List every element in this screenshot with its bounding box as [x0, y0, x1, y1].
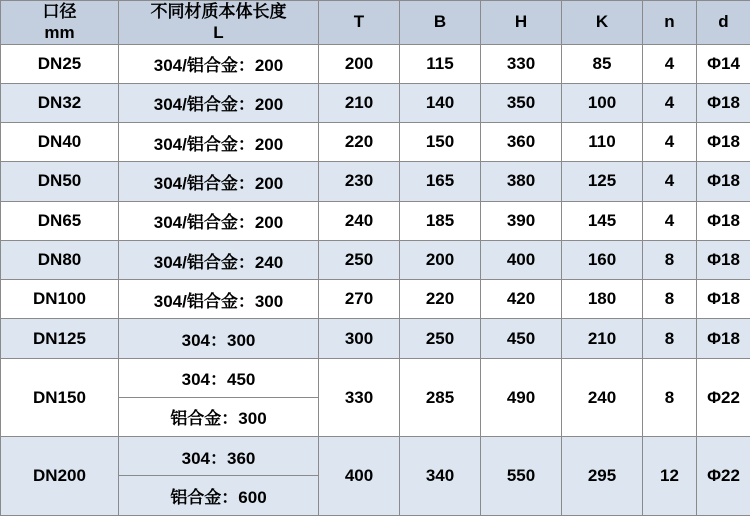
table-row	[1, 358, 750, 437]
cell-bore: DN200	[1, 437, 119, 516]
table-header	[1, 1, 750, 45]
cell-bore: DN100	[1, 280, 119, 319]
header-cell-n: n	[643, 1, 697, 45]
cell-b: 340	[400, 437, 481, 516]
body-length-variant: 304：360	[119, 437, 318, 476]
cell-b: 200	[400, 240, 481, 279]
cell-bore: DN50	[1, 162, 119, 201]
cell-body-length: 304/铝合金：200	[119, 83, 319, 122]
cell-t: 230	[319, 162, 400, 201]
cell-body-length	[119, 358, 319, 437]
cell-h: 420	[481, 280, 562, 319]
cell-body-length: 304：300	[119, 319, 319, 358]
cell-n: 12	[643, 437, 697, 516]
cell-k: 100	[562, 83, 643, 122]
cell-b: 220	[400, 280, 481, 319]
cell-h: 390	[481, 201, 562, 240]
cell-body-length: 304/铝合金：200	[119, 123, 319, 162]
cell-bore: DN80	[1, 240, 119, 279]
cell-b: 285	[400, 358, 481, 437]
header-cell-bore	[1, 1, 119, 45]
cell-d: Φ22	[697, 358, 750, 437]
cell-body-length: 304/铝合金：200	[119, 162, 319, 201]
cell-bore: DN25	[1, 44, 119, 83]
cell-h: 360	[481, 123, 562, 162]
cell-t: 300	[319, 319, 400, 358]
cell-k: 180	[562, 280, 643, 319]
cell-n: 4	[643, 201, 697, 240]
cell-k: 160	[562, 240, 643, 279]
cell-h: 550	[481, 437, 562, 516]
cell-n: 4	[643, 44, 697, 83]
cell-h: 400	[481, 240, 562, 279]
cell-bore: DN150	[1, 358, 119, 437]
cell-k: 145	[562, 201, 643, 240]
cell-b: 115	[400, 44, 481, 83]
cell-t: 240	[319, 201, 400, 240]
header-line: L	[213, 23, 224, 43]
cell-b: 250	[400, 319, 481, 358]
cell-d: Φ18	[697, 240, 750, 279]
header-line: mm	[44, 23, 75, 43]
header-line: 口径	[42, 2, 77, 21]
cell-t: 220	[319, 123, 400, 162]
table-row	[1, 240, 750, 279]
header-cell-d: d	[697, 1, 750, 45]
body-length-variant: 304：450	[119, 359, 318, 398]
cell-b: 185	[400, 201, 481, 240]
cell-bore: DN125	[1, 319, 119, 358]
cell-body-length: 304/铝合金：300	[119, 280, 319, 319]
cell-n: 8	[643, 280, 697, 319]
cell-d: Φ18	[697, 280, 750, 319]
table-row	[1, 44, 750, 83]
cell-bore: DN65	[1, 201, 119, 240]
cell-body-length: 304/铝合金：200	[119, 44, 319, 83]
cell-h: 450	[481, 319, 562, 358]
cell-t: 270	[319, 280, 400, 319]
cell-k: 295	[562, 437, 643, 516]
body-length-variant: 铝合金：300	[170, 409, 267, 429]
cell-h: 350	[481, 83, 562, 122]
table-body	[1, 44, 750, 516]
cell-n: 8	[643, 240, 697, 279]
body-length-variant: 铝合金：600	[170, 488, 267, 508]
cell-d: Φ22	[697, 437, 750, 516]
cell-d: Φ18	[697, 123, 750, 162]
cell-k: 85	[562, 44, 643, 83]
body-length-variants	[119, 437, 318, 515]
header-cell-t: T	[319, 1, 400, 45]
table-row	[1, 319, 750, 358]
cell-t: 400	[319, 437, 400, 516]
cell-n: 4	[643, 123, 697, 162]
cell-b: 140	[400, 83, 481, 122]
cell-d: Φ14	[697, 44, 750, 83]
header-cell-h: H	[481, 1, 562, 45]
cell-b: 150	[400, 123, 481, 162]
table-row	[1, 83, 750, 122]
cell-t: 330	[319, 358, 400, 437]
table-row	[1, 201, 750, 240]
cell-body-length: 304/铝合金：200	[119, 201, 319, 240]
cell-n: 4	[643, 162, 697, 201]
table-row	[1, 162, 750, 201]
cell-n: 4	[643, 83, 697, 122]
cell-t: 210	[319, 83, 400, 122]
cell-k: 240	[562, 358, 643, 437]
cell-k: 210	[562, 319, 643, 358]
cell-h: 490	[481, 358, 562, 437]
cell-bore: DN40	[1, 123, 119, 162]
header-cell-b: B	[400, 1, 481, 45]
cell-k: 110	[562, 123, 643, 162]
header-cell-k: K	[562, 1, 643, 45]
cell-d: Φ18	[697, 162, 750, 201]
cell-d: Φ18	[697, 319, 750, 358]
cell-h: 330	[481, 44, 562, 83]
body-length-variants	[119, 359, 318, 437]
cell-b: 165	[400, 162, 481, 201]
cell-n: 8	[643, 319, 697, 358]
cell-n: 8	[643, 358, 697, 437]
cell-d: Φ18	[697, 201, 750, 240]
header-cell-body-length	[119, 1, 319, 45]
table-row	[1, 437, 750, 516]
cell-body-length: 304/铝合金：240	[119, 240, 319, 279]
header-line: 不同材质本体长度	[150, 2, 287, 21]
cell-bore: DN32	[1, 83, 119, 122]
header-row	[1, 1, 750, 45]
cell-d: Φ18	[697, 83, 750, 122]
cell-k: 125	[562, 162, 643, 201]
cell-h: 380	[481, 162, 562, 201]
cell-body-length	[119, 437, 319, 516]
table-row	[1, 280, 750, 319]
cell-t: 250	[319, 240, 400, 279]
cell-t: 200	[319, 44, 400, 83]
table-row	[1, 123, 750, 162]
